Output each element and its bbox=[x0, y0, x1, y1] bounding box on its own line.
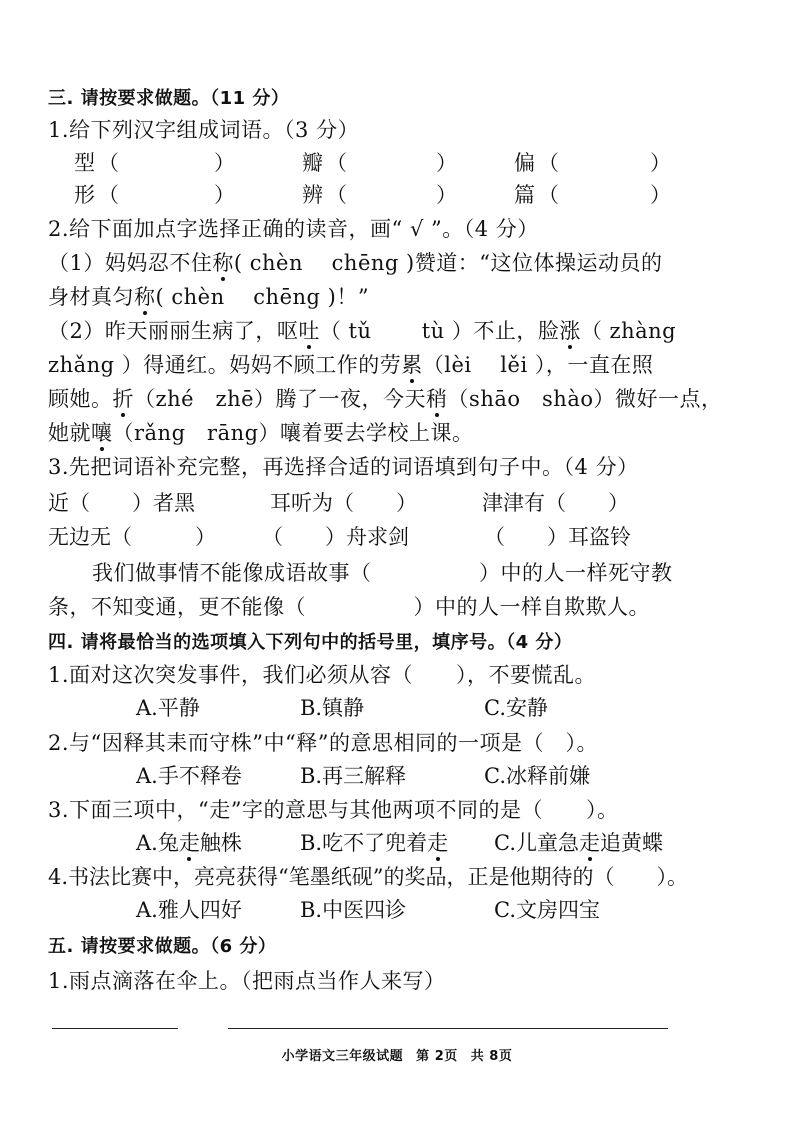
dotted-char: 走 bbox=[427, 828, 448, 858]
blank-open[interactable]: （ bbox=[538, 151, 559, 175]
q3-3-sentence-1: 我们做事情不能像成语故事（ ）中的人一样死守教 bbox=[92, 561, 673, 585]
char-xing-shape: 形 bbox=[74, 183, 95, 207]
section-4-title: 四. 请将最恰当的选项填入下列句中的括号里，填序号。（4 分） bbox=[48, 632, 573, 653]
q3-2-p2-line4 bbox=[48, 418, 474, 448]
q4-3-option-a[interactable] bbox=[136, 828, 242, 858]
dotted-char: 折 bbox=[113, 384, 135, 414]
q3-2-title: 2.给下面加点字选择正确的读音，画“ √ ”。（4 分） bbox=[48, 217, 539, 241]
dotted-char: 称 bbox=[134, 282, 156, 312]
dotted-char: 吐 bbox=[298, 316, 320, 346]
idiom-blank[interactable]: 近（ ）者黑 bbox=[48, 491, 195, 515]
q4-1-option-b[interactable]: B.镇静 bbox=[300, 696, 365, 720]
char-pian-partial: 偏 bbox=[514, 151, 535, 175]
text: （rǎng rāng）嚷着要去学校上课。 bbox=[112, 421, 474, 445]
blank-open[interactable]: （ bbox=[538, 183, 559, 207]
section-3-title: 三. 请按要求做题。（11 分） bbox=[48, 88, 290, 109]
q5-1-prompt: 1.雨点滴落在伞上。（把雨点当作人来写） bbox=[48, 969, 446, 993]
text: ( chèn chēng )！” bbox=[155, 285, 370, 309]
idiom-blank[interactable]: 耳听为（ ） bbox=[270, 491, 417, 515]
text: （2）昨天丽丽生病了，呕 bbox=[48, 319, 299, 343]
q3-2-p1-line1 bbox=[48, 248, 662, 278]
text: 追黄蝶 bbox=[600, 831, 663, 855]
text: （lèi lěi ），一直在照 bbox=[422, 353, 654, 377]
text: （ tǔ tù ）不止，脸 bbox=[319, 319, 560, 343]
q4-4-option-b[interactable]: B.中医四诊 bbox=[300, 898, 407, 922]
q3-3-sentence-2: 条，不知变通，更不能像（ ）中的人一样自欺欺人。 bbox=[48, 595, 650, 619]
text: ( chèn chēng )赞道：“这位体操运动员的 bbox=[233, 251, 663, 275]
blank-close: ） bbox=[650, 183, 671, 207]
q3-2-p2-line3 bbox=[48, 384, 722, 414]
answer-line-long[interactable] bbox=[228, 1028, 668, 1029]
footer-subject: 小学语文三年级试题 bbox=[281, 1049, 404, 1064]
char-pian-chapter: 篇 bbox=[514, 183, 535, 207]
text: （zhé zhē）腾了一夜，今天 bbox=[134, 387, 427, 411]
q4-4-option-c[interactable]: C.文房四宝 bbox=[494, 898, 600, 922]
q4-4-option-a[interactable]: A.雅人四好 bbox=[136, 898, 242, 922]
dotted-char: 累 bbox=[401, 350, 423, 380]
text: （shāo shào）微好一点， bbox=[447, 387, 723, 411]
footer-page: 第 2页 bbox=[416, 1049, 458, 1064]
page-footer bbox=[0, 1045, 794, 1064]
answer-line-short[interactable] bbox=[52, 1028, 178, 1029]
char-ban-petal: 瓣 bbox=[302, 151, 323, 175]
q4-3-option-b[interactable] bbox=[300, 828, 448, 858]
char-bian-distinguish: 辨 bbox=[302, 183, 323, 207]
q4-3-stem: 3.下面三项中，“走”字的意思与其他两项不同的是（ ）。 bbox=[48, 798, 619, 822]
q4-1-option-c[interactable]: C.安静 bbox=[484, 696, 548, 720]
text: 触株 bbox=[199, 831, 242, 855]
blank-close: ） bbox=[436, 151, 457, 175]
blank-close: ） bbox=[436, 183, 457, 207]
q3-3-title: 3.先把词语补充完整，再选择合适的词语填到句子中。（4 分） bbox=[48, 455, 639, 479]
q4-2-option-b[interactable]: B.再三解释 bbox=[300, 764, 407, 788]
blank-close: ） bbox=[214, 151, 235, 175]
q4-1-option-a[interactable]: A.平静 bbox=[136, 696, 200, 720]
text: 身材真匀 bbox=[48, 285, 134, 309]
blank-open[interactable]: （ bbox=[326, 151, 347, 175]
text: B.吃不了兜着 bbox=[300, 831, 428, 855]
blank-close: ） bbox=[650, 151, 671, 175]
text: A.兔 bbox=[136, 831, 179, 855]
dotted-char: 走 bbox=[579, 828, 600, 858]
idiom-blank[interactable]: （ ）舟求剑 bbox=[262, 525, 409, 549]
text: 顾她。 bbox=[48, 387, 113, 411]
q4-2-option-a[interactable]: A.手不释卷 bbox=[136, 764, 242, 788]
q4-2-option-c[interactable]: C.冰释前嫌 bbox=[484, 764, 590, 788]
blank-open[interactable]: （ bbox=[98, 151, 119, 175]
dotted-char: 称 bbox=[212, 248, 234, 278]
q3-2-p1-line2 bbox=[48, 282, 369, 312]
dotted-char: 涨 bbox=[559, 316, 581, 346]
dotted-char: 稍 bbox=[426, 384, 448, 414]
dotted-char: 嚷 bbox=[91, 418, 113, 448]
q3-2-p2-line2 bbox=[48, 350, 653, 380]
q4-4-stem: 4.书法比赛中，亮亮获得“笔墨纸砚”的奖品，正是他期待的（ ）。 bbox=[48, 865, 689, 889]
q3-1-title: 1.给下列汉字组成词语。（3 分） bbox=[48, 118, 360, 142]
dotted-char: 走 bbox=[179, 828, 200, 858]
char-xing-model: 型 bbox=[74, 151, 95, 175]
text: （ zhàng bbox=[580, 319, 677, 343]
blank-close: ） bbox=[214, 183, 235, 207]
q4-3-option-c[interactable] bbox=[494, 828, 663, 858]
text: （1）妈妈忍不住 bbox=[48, 251, 213, 275]
blank-open[interactable]: （ bbox=[98, 183, 119, 207]
q3-2-p2-line1 bbox=[48, 316, 676, 346]
idiom-blank[interactable]: （ ）耳盗铃 bbox=[484, 525, 631, 549]
q4-1-stem: 1.面对这次突发事件，我们必须从容（ ），不要慌乱。 bbox=[48, 663, 597, 687]
text: C.儿童急 bbox=[494, 831, 579, 855]
idiom-blank[interactable]: 津津有（ ） bbox=[482, 491, 629, 515]
section-5-title: 五. 请按要求做题。（6 分） bbox=[48, 936, 277, 957]
text: zhǎng ）得通红。妈妈不顾工作的劳 bbox=[48, 353, 402, 377]
footer-total: 共 8页 bbox=[470, 1049, 513, 1064]
idiom-blank[interactable]: 无边无（ ） bbox=[48, 525, 216, 549]
blank-open[interactable]: （ bbox=[326, 183, 347, 207]
q4-2-stem: 2.与“因释其耒而守株”中“释”的意思相同的一项是（ ）。 bbox=[48, 731, 598, 755]
text: 她就 bbox=[48, 421, 91, 445]
